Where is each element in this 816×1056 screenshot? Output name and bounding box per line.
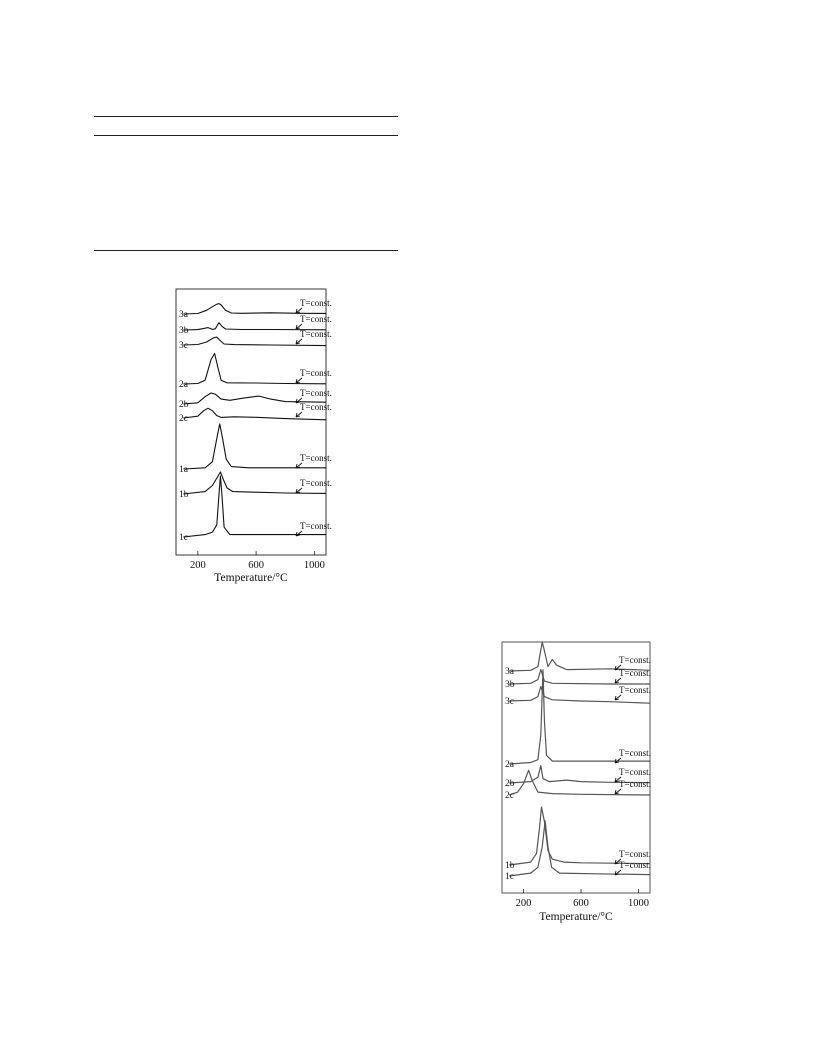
annotation-arrow-2a xyxy=(296,378,302,383)
annotation-arrow-3b xyxy=(615,678,621,683)
annotation-text-3c: T=const. xyxy=(300,329,332,339)
series-label-1b: 1b xyxy=(179,490,189,500)
annotation-text-2b: T=const. xyxy=(619,767,651,777)
annotation-arrow-3a xyxy=(296,308,302,313)
series-label-3c: 3c xyxy=(505,697,514,707)
annotation-arrow-1c xyxy=(296,531,302,536)
table-bottom-rule xyxy=(94,250,398,251)
figure-chart-2 xyxy=(498,640,658,930)
annotation-text-1c: T=const. xyxy=(619,860,651,870)
annotation-arrow-1b xyxy=(296,488,302,493)
annotation-arrow-3c xyxy=(296,339,302,344)
series-label-1b: 1b xyxy=(505,861,515,871)
series-label-3b: 3b xyxy=(505,680,515,690)
series-label-2a: 2a xyxy=(179,380,188,390)
series-label-2b: 2b xyxy=(505,779,515,789)
x-tick-label: 1000 xyxy=(628,898,650,909)
series-label-1a: 1a xyxy=(179,465,188,475)
annotation-text-3a: T=const. xyxy=(619,655,651,665)
series-label-2a: 2a xyxy=(505,760,514,770)
chart-1-svg xyxy=(172,287,332,597)
chart-1-annotations xyxy=(296,298,332,536)
series-label-3b: 3b xyxy=(179,326,189,336)
annotation-text-1a: T=const. xyxy=(300,453,332,463)
figure-chart-1 xyxy=(172,287,332,597)
x-tick-label: 1000 xyxy=(303,560,325,571)
annotation-text-2b: T=const. xyxy=(300,388,332,398)
chart-2-series-labels xyxy=(505,667,515,882)
table-header-rule xyxy=(94,135,398,136)
chart-2-svg xyxy=(498,640,658,930)
annotation-text-3b: T=const. xyxy=(619,668,651,678)
annotation-text-3a: T=const. xyxy=(300,298,332,308)
x-tick-label: 200 xyxy=(515,898,532,909)
series-label-2c: 2c xyxy=(505,791,514,801)
annotation-arrow-3c xyxy=(615,695,621,700)
annotation-arrow-2c xyxy=(296,412,302,417)
annotation-text-1b: T=const. xyxy=(619,849,651,859)
annotation-text-2a: T=const. xyxy=(619,748,651,758)
chart-2-x-axis-title: Temperature/°C xyxy=(539,911,613,923)
x-tick-label: 200 xyxy=(189,560,206,571)
annotation-text-2c: T=const. xyxy=(619,779,651,789)
annotation-text-1c: T=const. xyxy=(300,521,332,531)
chart-2-annotations xyxy=(615,655,651,875)
annotation-text-2a: T=const. xyxy=(300,368,332,378)
x-tick-label: 600 xyxy=(573,898,589,909)
x-tick-label: 600 xyxy=(248,560,264,571)
series-label-3a: 3a xyxy=(505,667,514,677)
annotation-text-1b: T=const. xyxy=(300,478,332,488)
chart-1-series-labels xyxy=(179,310,189,543)
table-top-rule xyxy=(94,116,398,117)
series-label-3a: 3a xyxy=(179,310,188,320)
chart-1-x-axis-title: Temperature/°C xyxy=(214,572,288,584)
annotation-text-3b: T=const. xyxy=(300,314,332,324)
chart-1-x-ticks xyxy=(190,551,325,571)
series-label-2c: 2c xyxy=(179,414,188,424)
series-label-1c: 1c xyxy=(179,533,188,543)
series-label-2b: 2b xyxy=(179,400,189,410)
series-label-1c: 1c xyxy=(505,872,514,882)
annotation-arrow-2c xyxy=(615,789,621,794)
chart-2-x-ticks xyxy=(516,889,649,909)
annotation-text-3c: T=const. xyxy=(619,685,651,695)
annotation-text-2c: T=const. xyxy=(300,402,332,412)
series-label-3c: 3c xyxy=(179,341,188,351)
